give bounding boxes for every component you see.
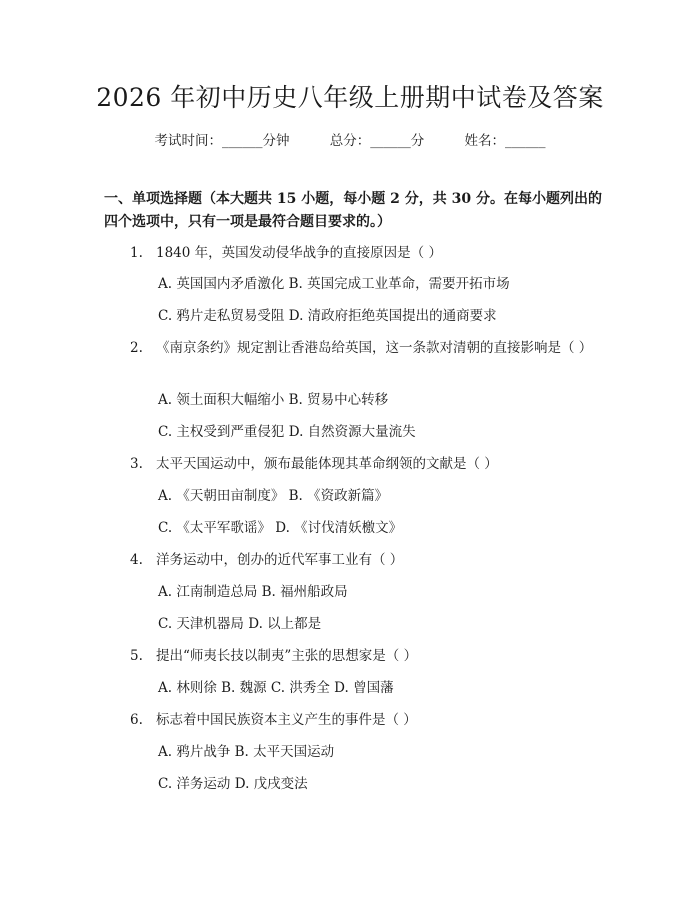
question-options: C. 主权受到严重侵犯 D. 自然资源大量流失 bbox=[158, 424, 416, 440]
question-options: A. 林则徐 B. 魏源 C. 洪秀全 D. 曾国藩 bbox=[158, 680, 394, 696]
question-options: C. 天津机器局 D. 以上都是 bbox=[158, 616, 322, 632]
question-text: 标志着中国民族资本主义产生的事件是（ ） bbox=[156, 712, 417, 728]
question-number: 1. bbox=[130, 245, 143, 261]
question-text: 太平天国运动中，颁布最能体现其革命纲领的文献是（ ） bbox=[156, 456, 498, 472]
question-text: 洋务运动中，创办的近代军事工业有（ ） bbox=[156, 552, 404, 568]
question-stem bbox=[130, 453, 600, 475]
question-stem bbox=[130, 242, 600, 264]
question-number: 4. bbox=[130, 552, 143, 568]
question-number: 6. bbox=[130, 712, 143, 728]
question-options: C. 洋务运动 D. 戊戌变法 bbox=[158, 776, 308, 792]
question-stem bbox=[130, 549, 600, 571]
question-options: A. 英国国内矛盾激化 B. 英国完成工业革命，需要开拓市场 bbox=[158, 276, 510, 292]
question-options: C. 《太平军歌谣》 D. 《讨伐清妖檄文》 bbox=[158, 520, 403, 536]
total-score-label: 总分：______分 bbox=[329, 133, 425, 149]
question-text: 提出“师夷长技以制夷”主张的思想家是（ ） bbox=[156, 648, 418, 664]
question-text: 1840 年，英国发动侵华战争的直接原因是（ ） bbox=[156, 245, 442, 261]
question-options: A. 江南制造总局 B. 福州船政局 bbox=[158, 584, 348, 600]
question-stem bbox=[130, 709, 600, 731]
question-text: 《南京条约》规定割让香港岛给英国，这一条款对清朝的直接影响是（ ） bbox=[156, 340, 593, 356]
exam-meta bbox=[0, 130, 700, 152]
question-number: 3. bbox=[130, 456, 143, 472]
question-options: A. 《天朝田亩制度》 B. 《资政新篇》 bbox=[158, 488, 389, 504]
question-options: A. 领土面积大幅缩小 B. 贸易中心转移 bbox=[158, 392, 389, 408]
question-options: A. 鸦片战争 B. 太平天国运动 bbox=[158, 744, 335, 760]
exam-time-label: 考试时间：______分钟 bbox=[154, 133, 290, 149]
question-stem bbox=[104, 337, 604, 359]
student-name-label: 姓名：______ bbox=[464, 133, 546, 149]
page-title: 2026 年初中历史八年级上册期中试卷及答案 bbox=[96, 83, 604, 112]
question-number: 2. bbox=[130, 340, 143, 356]
question-stem bbox=[130, 645, 600, 667]
question-options: C. 鸦片走私贸易受阻 D. 清政府拒绝英国提出的通商要求 bbox=[158, 308, 497, 324]
section-heading: 一、单项选择题（本大题共 15 小题，每小题 2 分，共 30 分。在每小题列出的四个选项中，只有一项是最符合题目要求的。） bbox=[104, 191, 602, 230]
question-number: 5. bbox=[130, 648, 143, 664]
